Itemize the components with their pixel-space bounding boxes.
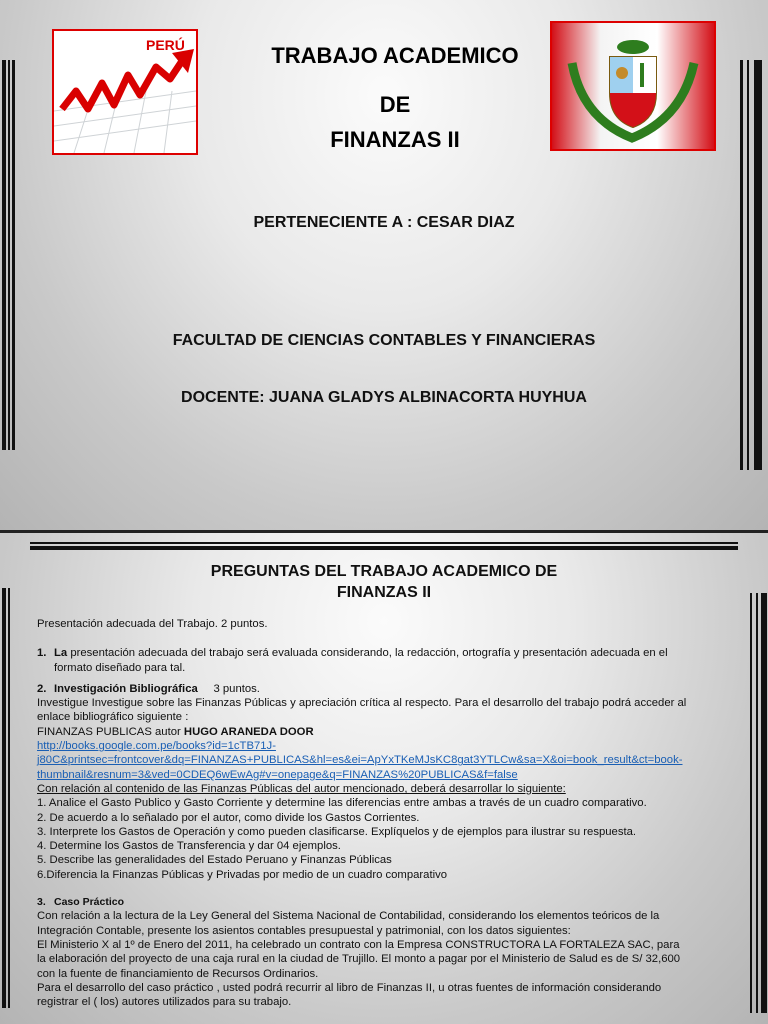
case-line-1: Con relación a la lectura de la Ley General del Sistema Nacional de Contabilidad, considerando los elementos teóricos de la (37, 910, 660, 923)
left-decorative-bars (2, 588, 12, 1008)
relation-text: Con relación al contenido de las Finanzas Públicas del autor mencionado, deberá desarrollar lo siguiente: (37, 782, 566, 795)
item-2-number: 2. (37, 682, 47, 695)
faculty-line: FACULTAD DE CIENCIAS CONTABLES Y FINANCIERAS (172, 332, 596, 349)
question-5: 5. Describe las generalidades del Estado Peruano y Finanzas Públicas (37, 854, 392, 867)
book-link-line-3[interactable]: thumbnail&resnum=3&ved=0CDEQ6wEwAg#v=onepage&q=FINANZAS%20PUBLICAS&f=false (37, 768, 518, 781)
book-author: HUGO ARANEDA DOOR (183, 725, 314, 738)
item-2-line-1: Investigue Investigue sobre las Finanzas Públicas y apreciación crítica al respecto. Para el desarrollo del trabajo podrá acceder al (37, 697, 687, 710)
questions-slide (0, 533, 768, 1024)
case-line-7: registrar el ( los) autores utilizados para su trabajo. (37, 996, 292, 1009)
peru-growth-logo (52, 29, 198, 155)
questions-body (37, 617, 737, 1009)
item-3-title: Caso Práctico (54, 896, 125, 909)
title-line-1: TRABAJO ACADEMICO (271, 43, 519, 68)
right-decorative-bars (738, 60, 768, 470)
question-2: 2. De acuerdo a lo señalado por el autor, como divide los Gastos Corrientes. (37, 811, 420, 824)
teacher-line: DOCENTE: JUANA GLADYS ALBINACORTA HUYHUA (181, 389, 587, 406)
case-line-5: con la fuente de financiamiento de Recursos Ordinarios. (37, 967, 319, 980)
item-3-heading (37, 895, 737, 909)
peru-logo-text: PERÚ (146, 37, 185, 53)
item-1-text: presentación adecuada del trabajo será evaluada considerando, la redacción, ortografía y presentación adecuada en el (67, 647, 668, 660)
item-2-points: 3 puntos. (213, 682, 260, 695)
item-1-lead: La (54, 647, 68, 660)
title-line-2: DE (379, 92, 411, 117)
question-4: 4. Determine los Gastos de Transferencia y dar 04 ejemplos. (37, 840, 341, 853)
item-2-heading (37, 682, 737, 696)
question-6: 6.Diferencia la Finanzas Públicas y Privadas por medio de un cuadro comparativo (37, 868, 448, 881)
case-line-2: Integración Contable, presente los asientos contables presupuestal y patrimonial, con los datos siguientes: (37, 924, 571, 937)
question-3: 3. Interprete los Gastos de Operación y como pueden clasificarse. Explíquelos y de ejemplos para ilustrar su respuesta. (37, 825, 637, 838)
top-divider-bars (30, 542, 738, 551)
case-line-3: El Ministerio X al 1º de Enero del 2011, ha celebrado un contrato con la Empresa CONSTRUCTORA LA FORTALEZA SAC, para (37, 938, 680, 951)
title-line-3: FINANZAS II (330, 127, 460, 152)
item-1-text-2: formato diseñado para tal. (54, 661, 186, 674)
questions-heading-line-1: PREGUNTAS DEL TRABAJO ACADEMICO DE (210, 563, 558, 580)
owner-line: PERTENECIENTE A : CESAR DIAZ (253, 214, 515, 231)
peru-flag-shield-image (550, 21, 716, 151)
question-1: 1. Analice el Gasto Publico y Gasto Corriente y determine las diferencias entre ambas a través de un cuadro comparativo. (37, 797, 647, 810)
case-line-4: la elaboración del proyecto de una caja rural en la ciudad de Trujillo. El monto a pagar por el Ministerio de Salud es de S/ 32,600 (37, 953, 681, 966)
book-reference (37, 725, 737, 739)
book-link-line-2[interactable]: j80C&printsec=frontcover&dq=FINANZAS+PUBLICAS&hl=es&ei=ApYxTKeMJsKC8gat3YTLCw&sa=X&oi=book_result&ct=book- (37, 754, 683, 767)
item-2-title: Investigación Bibliográfica (54, 682, 198, 695)
book-link-line-1[interactable]: http://books.google.com.pe/books?id=1cTB71J- (37, 740, 276, 753)
book-title: FINANZAS PUBLICAS autor (37, 725, 184, 738)
book-link[interactable] (37, 739, 737, 782)
item-1-number: 1. (37, 647, 47, 660)
case-line-6: Para el desarrollo del caso práctico , usted podrá recurrir al libro de Finanzas II, u otras fuentes de información considerando (37, 981, 662, 994)
item-1 (37, 646, 737, 660)
questions-heading-line-2: FINANZAS II (336, 584, 432, 601)
intro-text: Presentación adecuada del Trabajo. 2 puntos. (37, 618, 268, 630)
item-3-number: 3. (37, 896, 46, 909)
right-decorative-bars (748, 593, 768, 1013)
item-2-line-2: enlace bibliográfico siguiente : (37, 711, 189, 724)
